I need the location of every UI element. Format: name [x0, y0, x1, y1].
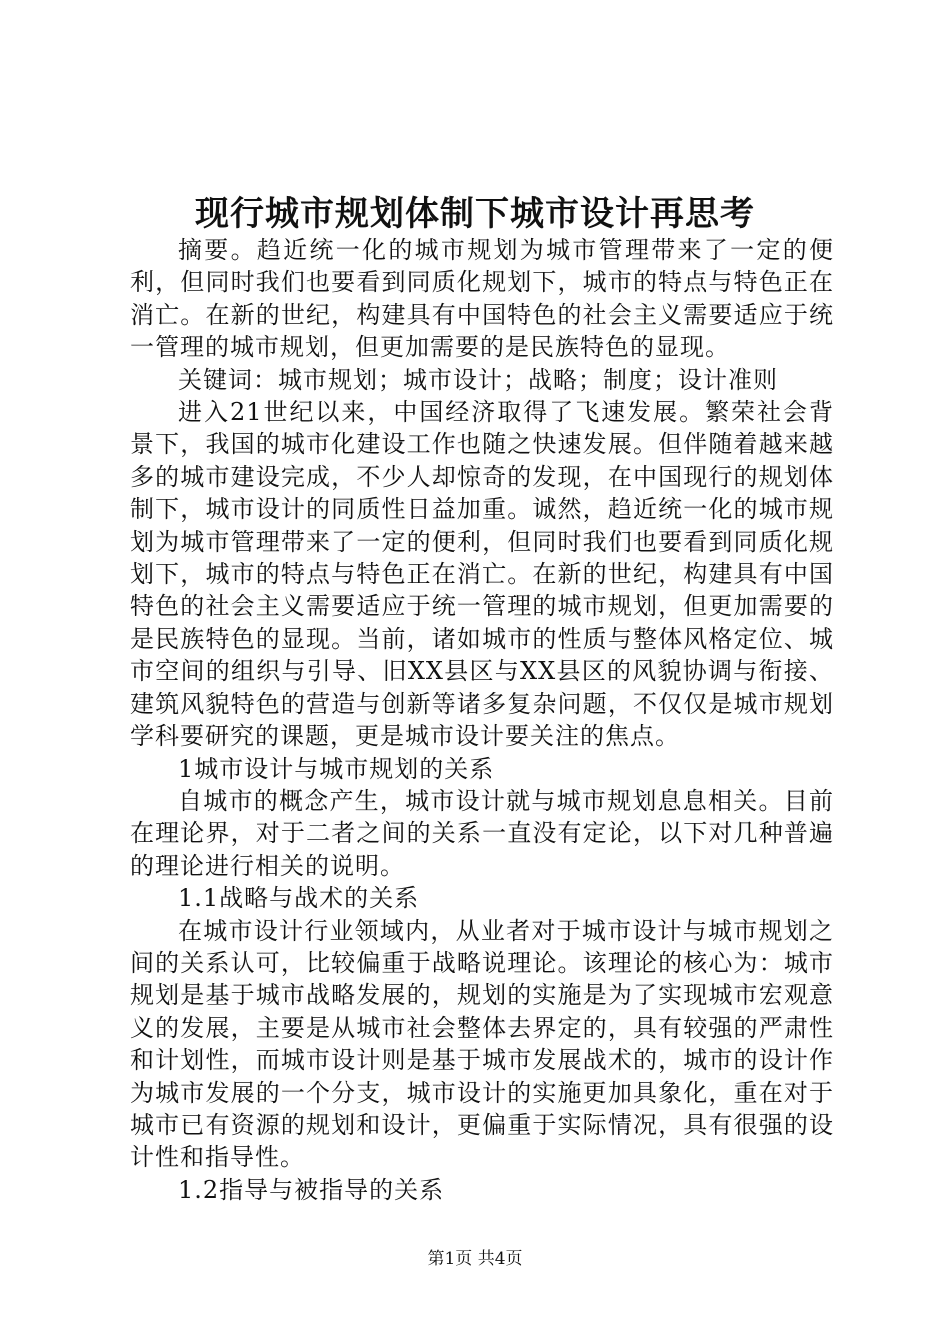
document-title: 现行城市规划体制下城市设计再思考	[195, 194, 755, 234]
page-number-footer: 第1页 共4页	[427, 1249, 523, 1269]
section-1-1-heading: 1.1战略与战术的关系	[178, 884, 420, 913]
intro-paragraph: 进入21世纪以来，中国经济取得了飞速发展。繁荣社会背景下，我国的城市化建设工作也随之快速发展。但伴随着越来越多的城市建设完成，不少人却惊奇的发现，在中国现行的规划体制下，城市设计的同质性日益加重。诚然，趋近统一化的城市规划为城市管理带来了一定的便利，但同时我们也要看到同质化规划下，城市的特点与特色正在消亡。在新的世纪，构建具有中国特色的社会主义需要适应于统一管理的城市规划，但更加需要的是民族特色的显现。当前，诸如城市的性质与整体风格定位、城市空间的组织与引导、旧XX县区与XX县区的风貌协调与衔接、建筑风貌特色的营造与创新等诸多复杂问题，不仅仅是城市规划学科要研究的课题，更是城市设计要关注的焦点。	[130, 398, 834, 751]
section-1-2-heading: 1.2指导与被指导的关系	[178, 1175, 445, 1204]
section-1-heading: 1城市设计与城市规划的关系	[178, 754, 495, 783]
abstract-paragraph: 摘要。趋近统一化的城市规划为城市管理带来了一定的便利，但同时我们也要看到同质化规划下，城市的特点与特色正在消亡。在新的世纪，构建具有中国特色的社会主义需要适应于统一管理的城市规划，但更加需要的是民族特色的显现。	[130, 236, 834, 362]
keywords-paragraph: 关键词：城市规划；城市设计；战略；制度；设计准则	[178, 365, 778, 394]
section-1-1-paragraph: 在城市设计行业领域内，从业者对于城市设计与城市规划之间的关系认可，比较偏重于战略说理论。该理论的核心为：城市规划是基于城市战略发展的，规划的实施是为了实现城市宏观意义的发展，主要是从城市社会整体去界定的，具有较强的严肃性和计划性，而城市设计则是基于城市发展战术的，城市的设计作为城市发展的一个分支，城市设计的实施更加具象化，重在对于城市已有资源的规划和设计，更偏重于实际情况，具有很强的设计性和指导性。	[130, 916, 834, 1172]
section-1-paragraph: 自城市的概念产生，城市设计就与城市规划息息相关。目前在理论界，对于二者之间的关系一直没有定论，以下对几种普遍的理论进行相关的说明。	[130, 786, 834, 880]
document-body	[130, 234, 834, 1206]
